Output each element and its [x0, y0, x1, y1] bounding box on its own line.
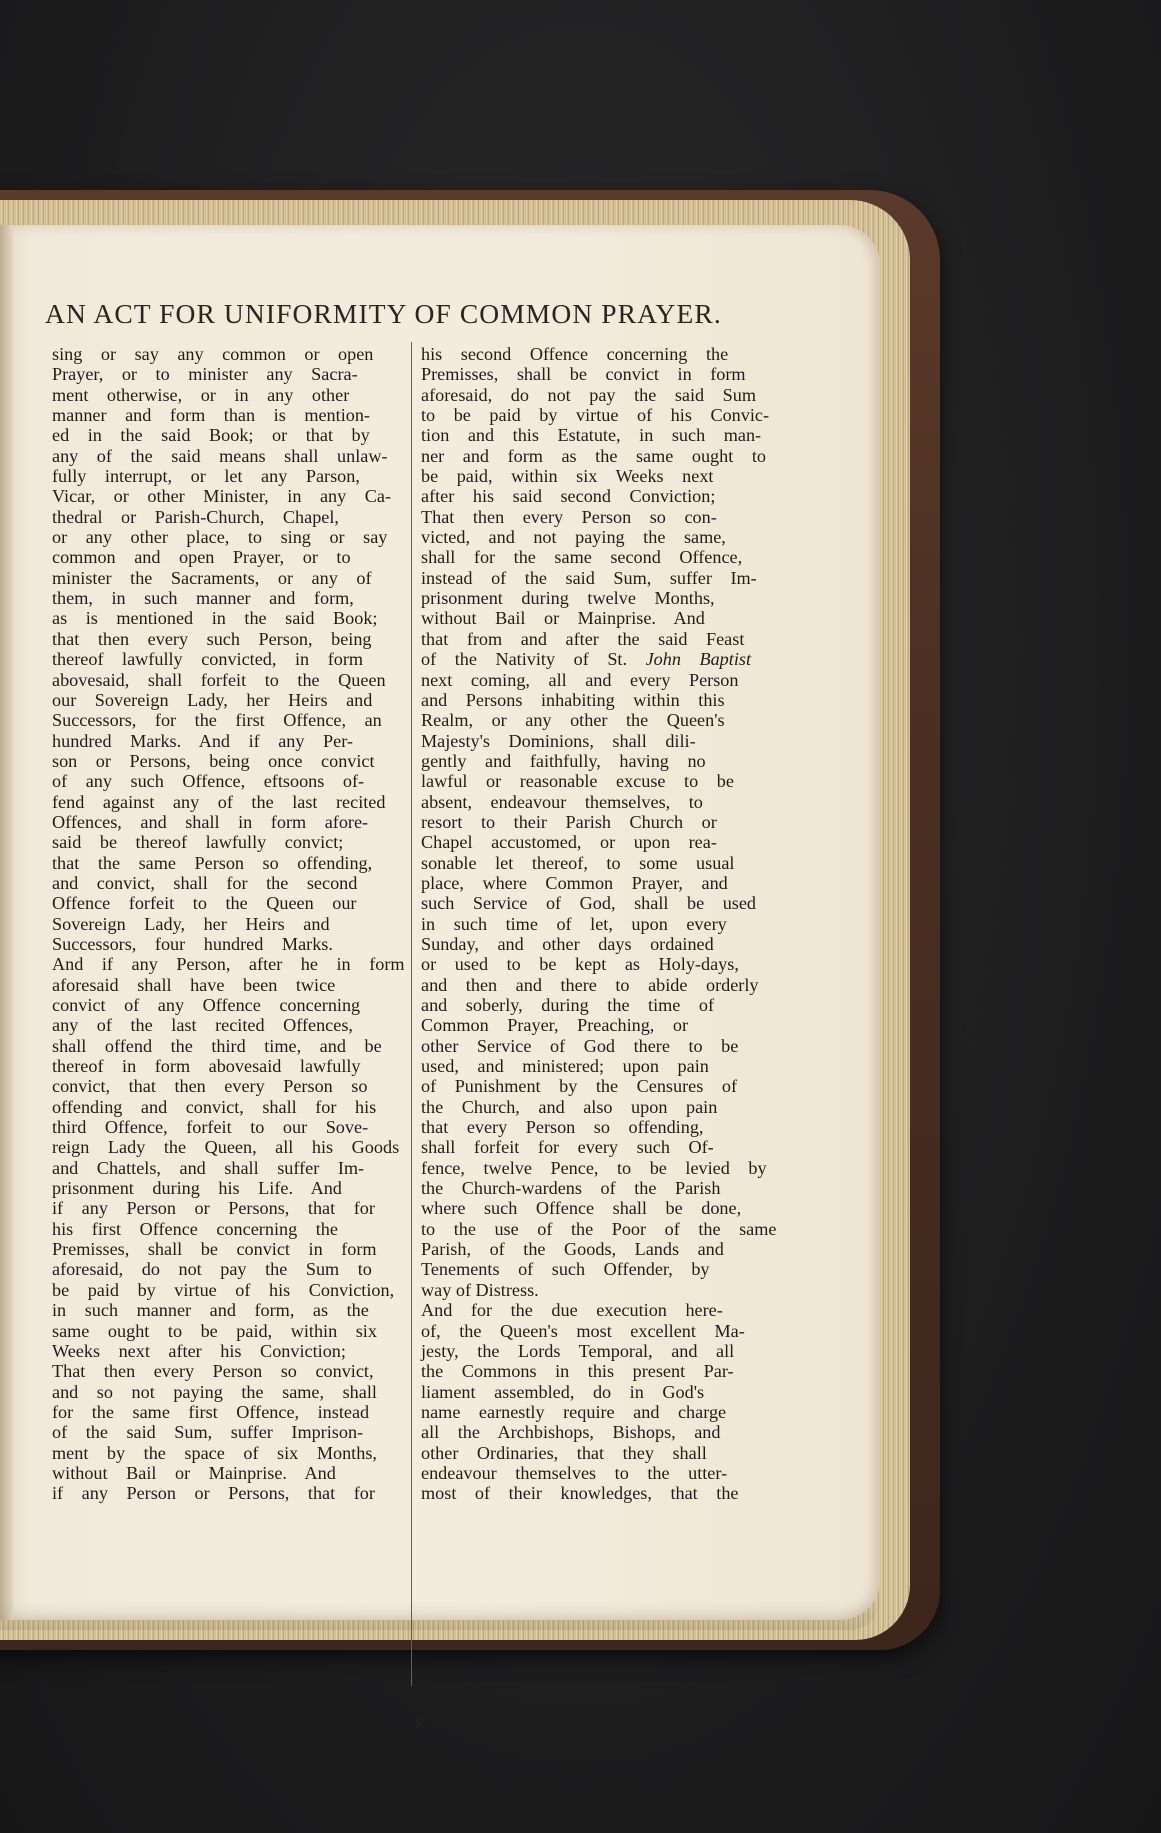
text-line: aforesaid, do not pay the Sum to: [52, 1259, 372, 1280]
text-line: And if any Person, after he in form: [52, 954, 405, 975]
text-line: in such manner and form, as the: [52, 1300, 369, 1321]
text-line: in such time of let, upon every: [421, 913, 727, 934]
text-line: fend against any of the last recited: [52, 791, 386, 812]
text-line: convict, that then every Person so: [52, 1076, 368, 1097]
text-line: them, in such manner and form,: [52, 588, 354, 609]
text-line: Parish, of the Goods, Lands and: [421, 1239, 724, 1260]
text-line: hundred Marks. And if any Per-: [52, 730, 353, 751]
text-line: reign Lady the Queen, all his Goods: [52, 1137, 400, 1158]
text-line: or used to be kept as Holy-days,: [421, 954, 739, 975]
text-line: Successors, four hundred Marks.: [52, 933, 333, 954]
text-line: any of the said means shall unlaw-: [52, 445, 388, 466]
text-line: Premisses, shall be convict in form: [421, 364, 746, 385]
text-line: the Commons in this present Par-: [421, 1361, 734, 1382]
text-line: any of the last recited Offences,: [52, 1015, 353, 1036]
text-line: Premisses, shall be convict in form: [52, 1239, 377, 1260]
text-line: liament assembled, do in God's: [421, 1381, 705, 1402]
text-line: of Punishment by the Censures of: [421, 1076, 738, 1097]
text-line: sonable let thereof, to some usual: [421, 852, 735, 873]
text-line: after his said second Conviction;: [421, 486, 716, 507]
text-line: shall forfeit for every such Of-: [421, 1137, 714, 1158]
text-line: Successors, for the first Offence, an: [52, 710, 382, 731]
text-line: offending and convict, shall for his: [52, 1096, 377, 1117]
text-line: other Ordinaries, that they shall: [421, 1442, 707, 1463]
text-line: gently and faithfully, having no: [421, 750, 706, 771]
text-line: that then every such Person, being: [52, 628, 372, 649]
text-line: other Service of God there to be: [421, 1035, 739, 1056]
text-line: shall for the same second Offence,: [421, 547, 743, 568]
text-line: place, where Common Prayer, and: [421, 872, 728, 893]
text-line: That then every Person so convict,: [52, 1361, 374, 1382]
text-line: Sovereign Lady, her Heirs and: [52, 913, 330, 934]
text-line: Majesty's Dominions, shall dili-: [421, 730, 696, 751]
text-line: convict of any Offence concerning: [52, 995, 361, 1015]
text-line: of any such Offence, eftsoons of-: [52, 771, 365, 792]
text-line: That then every Person so con-: [421, 506, 717, 527]
text-line: Common Prayer, Preaching, or: [421, 1015, 689, 1036]
text-line: Chapel accustomed, or upon rea-: [421, 832, 717, 853]
text-line: Prayer, or to minister any Sacra-: [52, 364, 358, 385]
text-line: most of their knowledges, that the: [421, 1483, 739, 1504]
text-line: his first Offence concerning the: [52, 1218, 338, 1239]
running-head: AN ACT FOR UNIFORMITY OF COMMON PRAYER.: [45, 298, 722, 329]
text-line: fully interrupt, or let any Parson,: [52, 466, 360, 487]
text-line: Sunday, and other days ordained: [421, 933, 714, 954]
text-line: for the same first Offence, instead: [52, 1401, 370, 1422]
text-line: that from and after the said Feast: [421, 628, 745, 649]
text-line: prisonment during twelve Months,: [421, 588, 715, 609]
column-divider-rule: [411, 342, 412, 1686]
text-line: son or Persons, being once convict: [52, 750, 375, 771]
text-line: Offences, and shall in form afore-: [52, 811, 369, 832]
text-line: of the Nativity of St. John Baptist: [421, 649, 752, 670]
text-line: our Sovereign Lady, her Heirs and: [52, 689, 373, 710]
text-line: the Church-wardens of the Parish: [421, 1178, 721, 1199]
text-line: way of Distress.: [421, 1279, 539, 1300]
text-line: resort to their Parish Church or: [421, 811, 717, 832]
text-line: Offence forfeit to the Queen our: [52, 893, 357, 914]
text-line: Weeks next after his Conviction;: [52, 1340, 346, 1361]
text-line: without Bail or Mainprise. And: [421, 608, 705, 629]
page-number: v: [415, 1712, 424, 1731]
text-line: as is mentioned in the said Book;: [52, 608, 378, 629]
text-line: tion and this Estatute, in such man-: [421, 425, 762, 446]
right-text-column: [421, 344, 785, 1504]
text-line: ment otherwise, or in any other: [52, 384, 350, 405]
text-line: to the use of the Poor of the same: [421, 1218, 777, 1239]
text-line: such Service of God, shall be used: [421, 893, 757, 914]
text-line: and Chattels, and shall suffer Im-: [52, 1157, 365, 1178]
text-line: sing or say any common or open: [52, 344, 374, 364]
text-line: be paid, within six Weeks next: [421, 466, 714, 487]
left-text-column: [52, 344, 414, 1504]
text-line: and so not paying the same, shall: [52, 1381, 377, 1402]
italic-name: John Baptist: [645, 649, 752, 670]
text-line: prisonment during his Life. And: [52, 1178, 342, 1199]
text-line: and convict, shall for the second: [52, 872, 358, 893]
text-line: Tenements of such Offender, by: [421, 1259, 710, 1280]
text-line: of the said Sum, suffer Imprison-: [52, 1422, 364, 1443]
text-line: or any other place, to sing or say: [52, 527, 388, 548]
text-line: ed in the said Book; or that by: [52, 425, 370, 446]
text-line: to be paid by virtue of his Convic-: [421, 405, 770, 426]
text-line: victed, and not paying the same,: [421, 527, 726, 548]
text-line: absent, endeavour themselves, to: [421, 791, 703, 812]
text-line: and soberly, during the time of: [421, 995, 715, 1015]
text-line: endeavour themselves to the utter-: [421, 1462, 728, 1483]
text-line: thedral or Parish-Church, Chapel,: [52, 506, 339, 527]
text-line: third Offence, forfeit to our Sove-: [52, 1117, 369, 1138]
text-line: abovesaid, shall forfeit to the Queen: [52, 669, 386, 690]
text-line: aforesaid shall have been twice: [52, 974, 336, 995]
text-line: be paid by virtue of his Conviction,: [52, 1279, 395, 1300]
text-line: next coming, all and every Person: [421, 669, 739, 690]
text-line: thereof lawfully convicted, in form: [52, 649, 364, 670]
text-line: thereof in form abovesaid lawfully: [52, 1056, 361, 1077]
text-line: if any Person or Persons, that for: [52, 1198, 375, 1219]
text-line: without Bail or Mainprise. And: [52, 1462, 336, 1483]
text-line: ment by the space of six Months,: [52, 1442, 377, 1463]
page-gutter: [0, 225, 14, 1620]
text-line: that every Person so offending,: [421, 1117, 704, 1138]
text-line: common and open Prayer, or to: [52, 547, 351, 568]
text-line: of, the Queen's most excellent Ma-: [421, 1320, 745, 1341]
text-line: and Persons inhabiting within this: [421, 689, 725, 710]
page-shadow: [0, 1600, 880, 1630]
text-line: ner and form as the same ought to: [421, 445, 766, 466]
text-line: said be thereof lawfully convict;: [52, 832, 344, 853]
text-line: aforesaid, do not pay the said Sum: [421, 384, 757, 405]
text-line: that the same Person so offending,: [52, 852, 373, 873]
text-line: used, and ministered; upon pain: [421, 1056, 709, 1077]
text-line: name earnestly require and charge: [421, 1401, 727, 1422]
text-line: and then and there to abide orderly: [421, 974, 759, 995]
text-line: fence, twelve Pence, to be levied by: [421, 1157, 767, 1178]
text-line: minister the Sacraments, or any of: [52, 567, 372, 588]
text-line: jesty, the Lords Temporal, and all: [421, 1340, 735, 1361]
text-line: manner and form than is mention-: [52, 405, 370, 426]
text-line: the Church, and also upon pain: [421, 1096, 718, 1117]
text-line: instead of the said Sum, suffer Im-: [421, 567, 757, 588]
text-line: Realm, or any other the Queen's: [421, 710, 725, 731]
text-line: same ought to be paid, within six: [52, 1320, 377, 1341]
text-line: where such Offence shall be done,: [421, 1198, 742, 1219]
text-line: his second Offence concerning the: [421, 344, 729, 364]
text-line: Vicar, or other Minister, in any Ca-: [52, 486, 392, 507]
text-line: all the Archbishops, Bishops, and: [421, 1422, 721, 1443]
text-line: lawful or reasonable excuse to be: [421, 771, 734, 792]
text-line: shall offend the third time, and be: [52, 1035, 382, 1056]
text-line: And for the due execution here-: [421, 1300, 723, 1321]
text-line: if any Person or Persons, that for: [52, 1483, 375, 1504]
